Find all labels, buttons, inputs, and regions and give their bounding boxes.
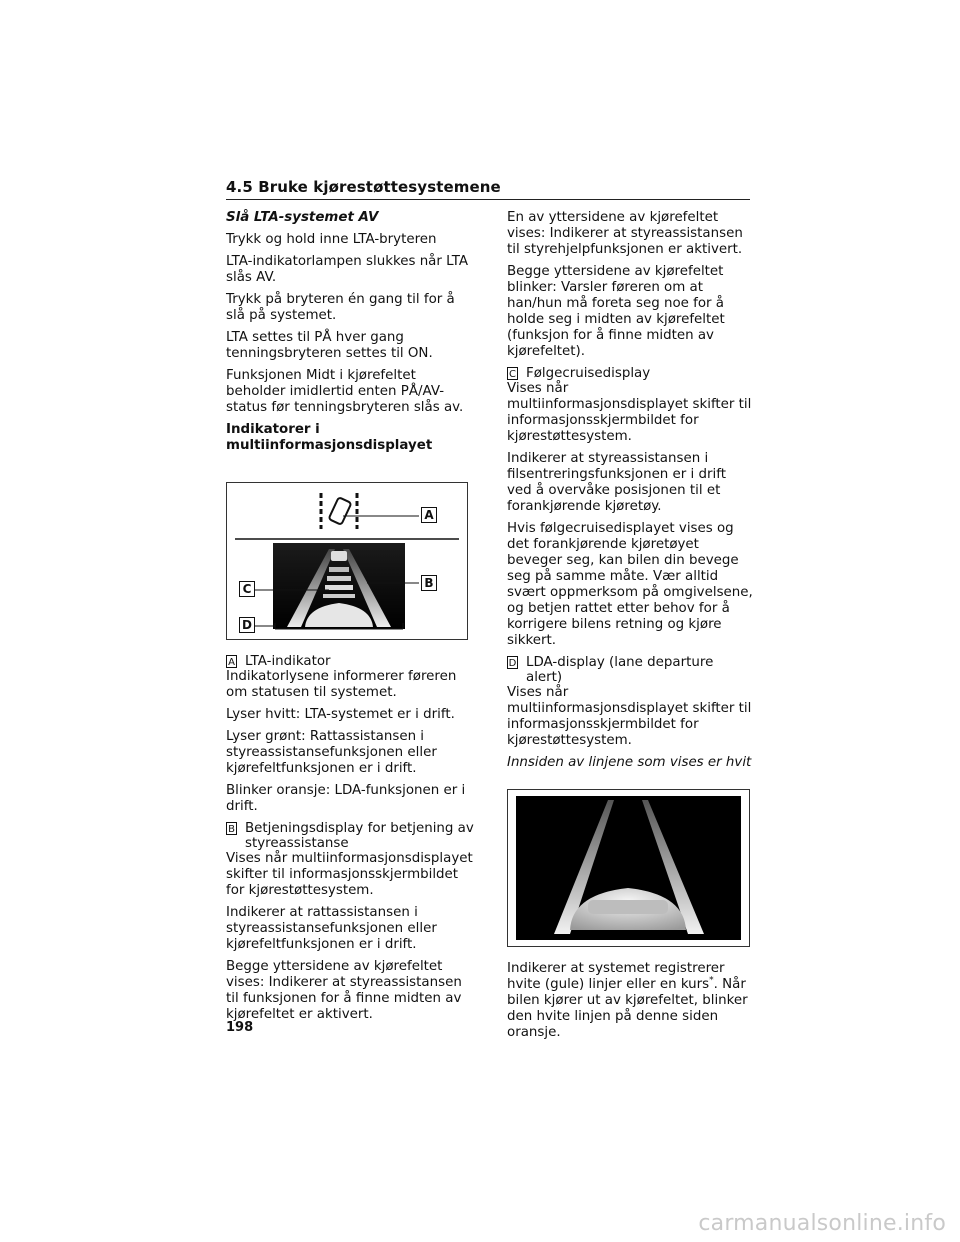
- callout-b: B: [421, 575, 437, 591]
- left-column: [226, 210, 476, 1029]
- callout-a: A: [421, 507, 437, 523]
- right-column: [507, 210, 753, 1047]
- paragraph: Trykk og hold inne LTA-bryteren: [226, 232, 437, 247]
- badge-d: D: [508, 658, 517, 669]
- footnote-marker: *: [709, 975, 714, 986]
- section-a: [226, 654, 476, 815]
- section-b-line: Begge yttersidene av kjørefeltet vises: Indikerer at styreassistansen til funksjonen for å finne midten av kjørefeltet er aktivert.: [226, 959, 462, 1022]
- header-divider: [226, 199, 750, 200]
- paragraph: Trykk på bryteren én gang til for å slå på systemet.: [226, 292, 455, 323]
- section-d: [507, 655, 753, 749]
- section-c-label: Følgecruisedisplay: [526, 366, 651, 381]
- paragraph: En av yttersidene av kjørefeltet vises: Indikerer at styreassistansen til styrehjelpfunksjonen er aktivert.: [507, 210, 743, 257]
- section-c-line: Vises når multiinformasjonsdisplayet skifter til informasjonsskjermbildet for kjørestøttesystem.: [507, 381, 752, 444]
- final-text-b: . Når bilen kjører ut av kjørefeltet, blinker den hvite linjen på denne siden oransje.: [507, 977, 748, 1040]
- callout-c: C: [239, 581, 255, 597]
- badge-a: A: [226, 655, 237, 668]
- paragraph: LTA settes til PÅ hver gang tenningsbryteren settes til ON.: [226, 330, 433, 361]
- section-b-label: Betjeningsdisplay for betjening av styreassistanse: [245, 821, 474, 851]
- lta-indicator-icon: [321, 493, 357, 529]
- heading-lta-off: Slå LTA-systemet AV: [226, 210, 379, 225]
- paragraph: Funksjonen Midt i kjørefeltet beholder imidlertid enten PÅ/AV-status før tenningsbryteren slås av.: [226, 368, 464, 415]
- section-c-line: Indikerer at styreassistansen i filsentreringsfunksjonen er i drift ved å overvåke posisjonen til et forankjørende kjøretøy.: [507, 451, 726, 514]
- paragraph-final: [507, 961, 753, 1041]
- section-b: [226, 821, 476, 1023]
- section-b-line: Vises når multiinformasjonsdisplayet skifter til informasjonsskjermbildet for kjørestøttesystem.: [226, 851, 473, 898]
- watermark: carmanualsonline.info: [698, 1211, 946, 1236]
- section-a-line: Blinker oransje: LDA-funksjonen er i drift.: [226, 783, 466, 814]
- multi-info-display-figure: [226, 482, 468, 640]
- paragraph: Begge yttersidene av kjørefeltet blinker: Varsler føreren om at han/hun må foreta seg noe for å holde seg i midten av kjørefeltet (funksjon for å finne midten av kjørefeltet).: [507, 264, 725, 359]
- section-a-label: LTA-indikator: [245, 654, 331, 669]
- page-number: 198: [226, 1020, 254, 1035]
- callout-d: D: [239, 617, 255, 633]
- section-c: [507, 366, 753, 649]
- section-a-line: Lyser grønt: Rattassistansen i styreassistansefunksjonen eller kjørefeltfunksjonen er i drift.: [226, 729, 437, 776]
- lda-illustration: [508, 790, 749, 946]
- section-b-line: Indikerer at rattassistansen i styreassistansefunksjonen eller kjørefeltfunksjonen er i drift.: [226, 905, 437, 952]
- lda-display-figure: [507, 789, 750, 947]
- italic-note: Innsiden av linjene som vises er hvit: [507, 755, 752, 770]
- badge-b: B: [226, 822, 237, 835]
- section-a-line: Indikatorlysene informerer føreren om statusen til systemet.: [226, 669, 457, 700]
- section-d-label: LDA-display (lane departure alert): [526, 655, 714, 685]
- section-d-line: Vises når multiinformasjonsdisplayet skifter til informasjonsskjermbildet for kjørestøttesystem.: [507, 685, 752, 748]
- section-c-line: Hvis følgecruisedisplayet vises og det forankjørende kjøretøyet beveger seg, kan bilen din bevege seg på samme måte. Vær alltid svært oppmerksom på omgivelsene, og betjen rattet etter behov for å korrigere bilens retning og kjøre sikkert.: [507, 521, 753, 648]
- final-text-a: Indikerer at systemet registrerer hvite (gule) linjer eller en kurs: [507, 961, 725, 992]
- section-header-title: 4.5 Bruke kjørestøttesystemene: [226, 178, 501, 196]
- paragraph: LTA-indikatorlampen slukkes når LTA slås AV.: [226, 254, 469, 285]
- badge-c: C: [507, 367, 518, 380]
- section-a-line: Lyser hvitt: LTA-systemet er i drift.: [226, 707, 455, 722]
- subheading-indicators: Indikatorer i multiinformasjonsdisplayet: [226, 422, 433, 453]
